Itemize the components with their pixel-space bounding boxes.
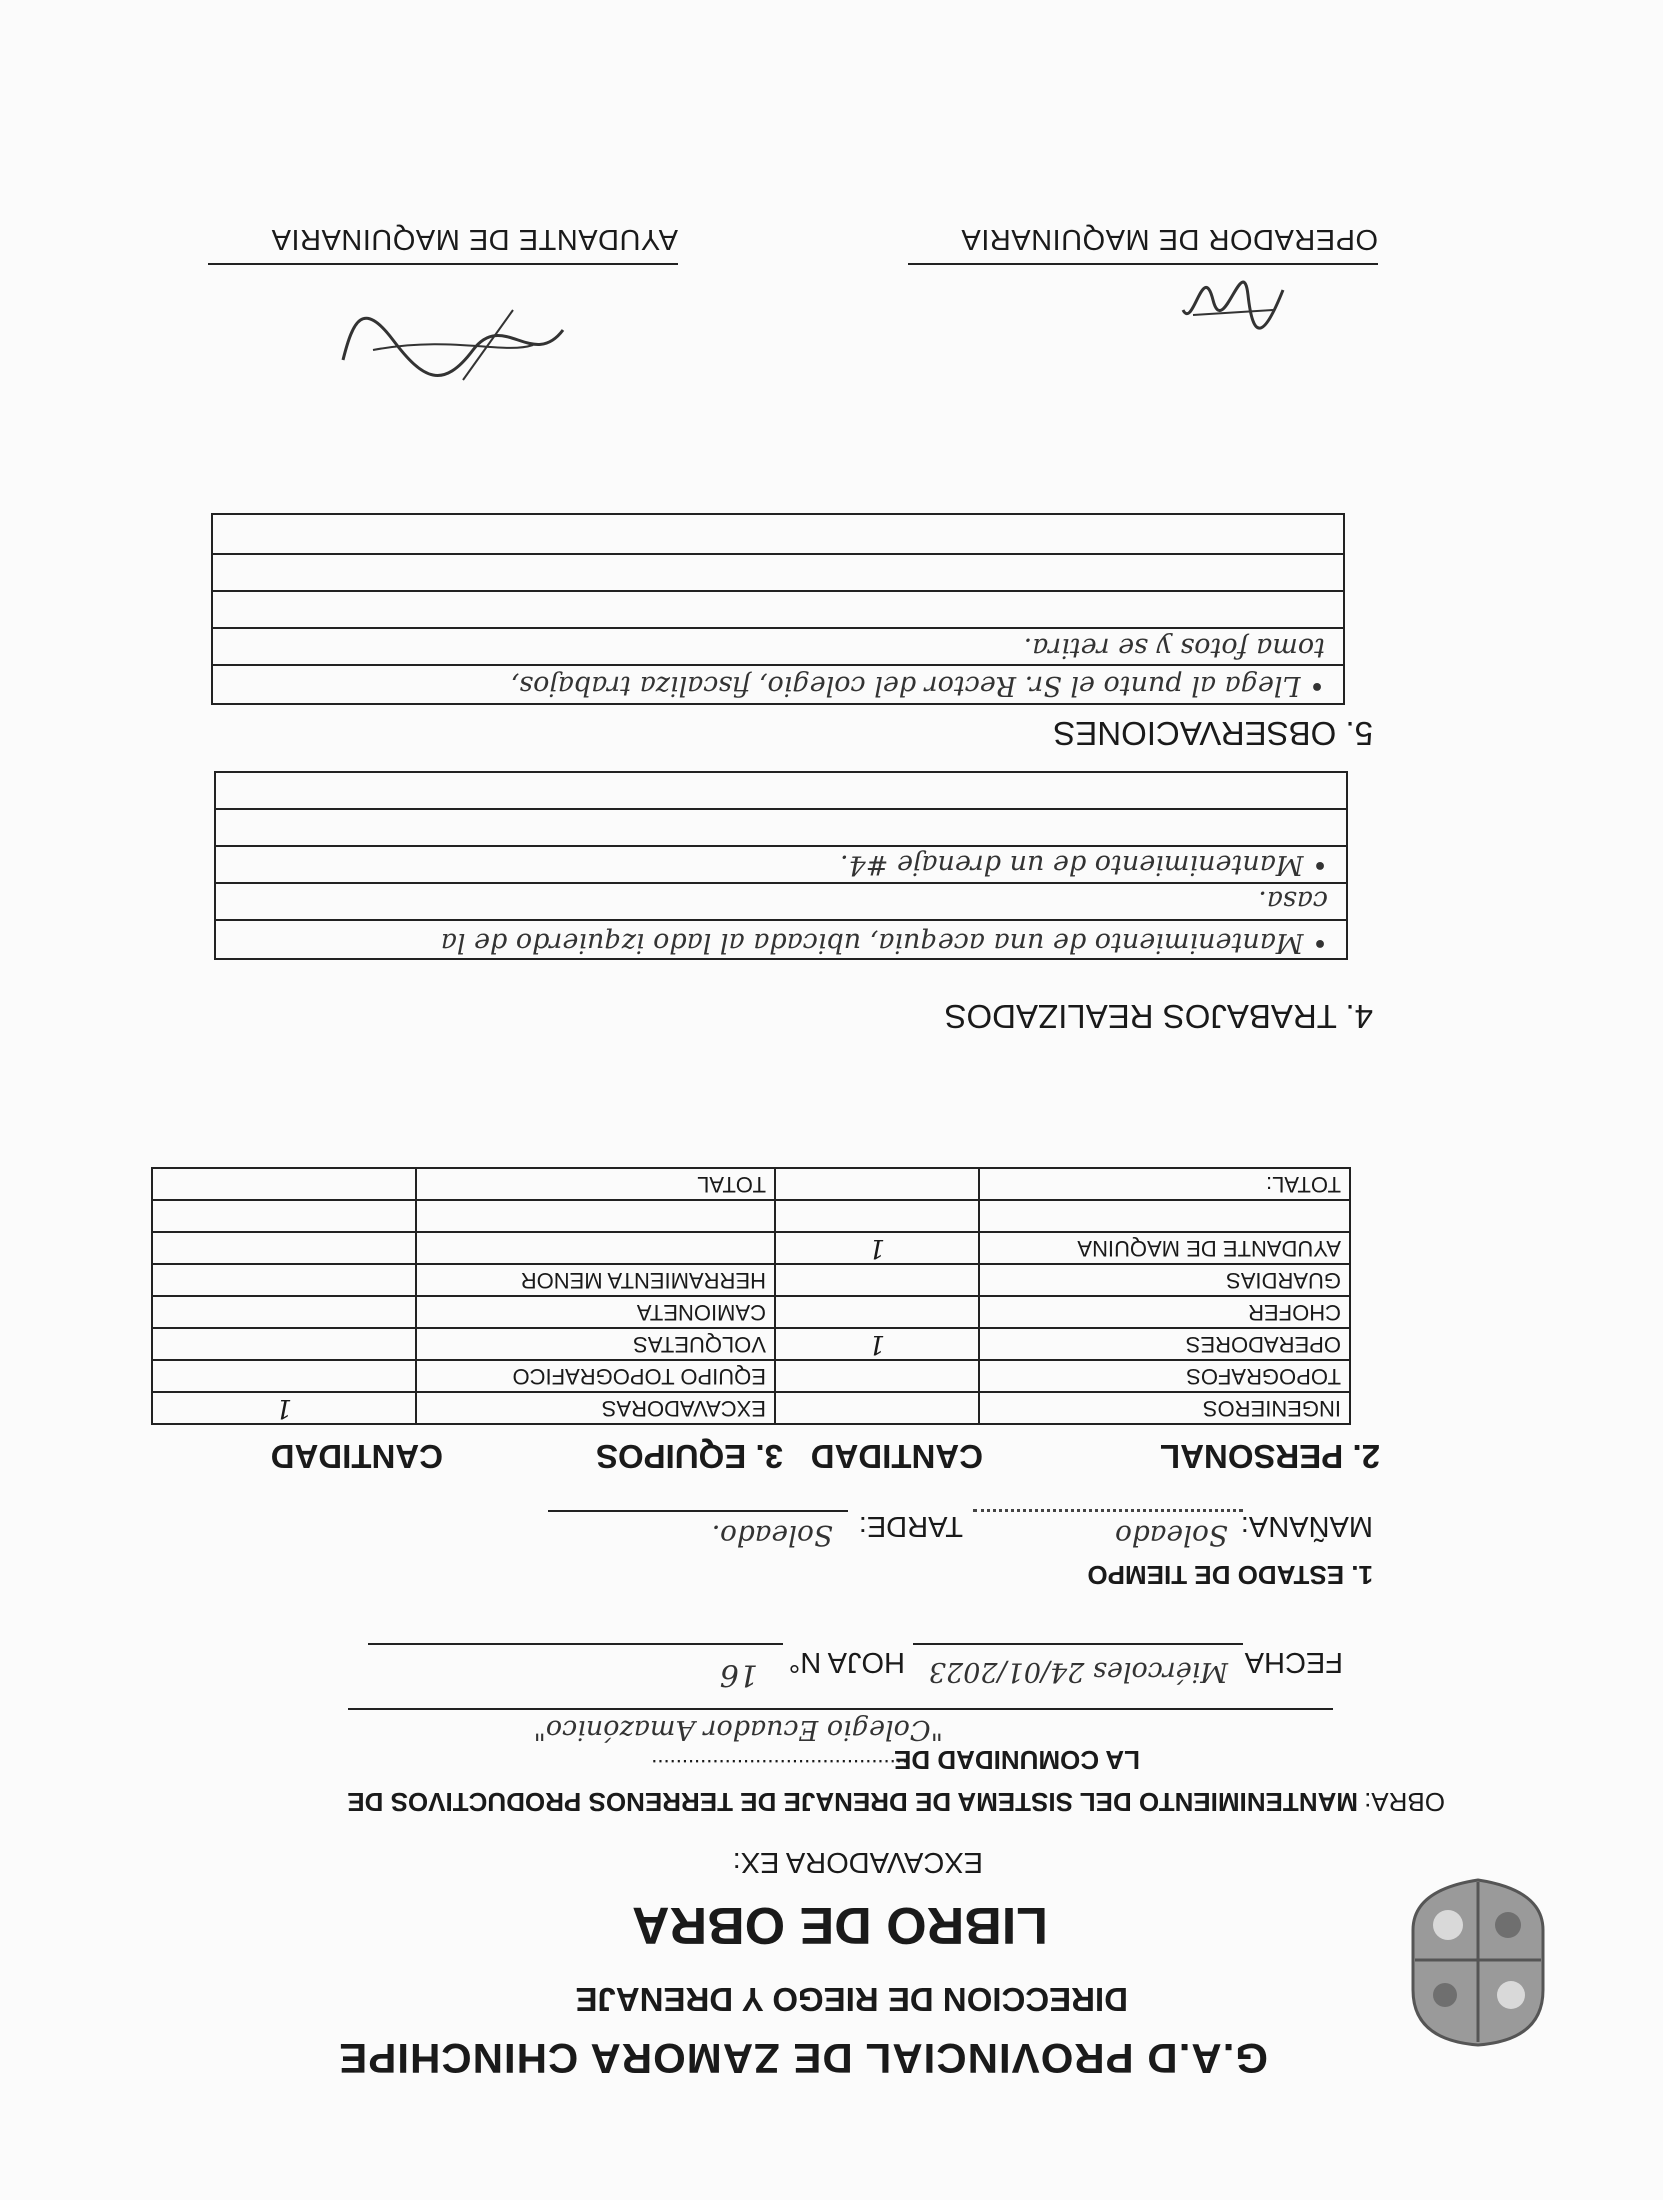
institution-title: G.A.D PROVINCIAL DE ZAMORA CHINCHIPE	[338, 2035, 1268, 2082]
tarde-value: Soleado.	[711, 1519, 833, 1552]
equipos-qty-cell	[152, 1168, 416, 1200]
direction-title: DIRECCION DE RIEGO Y DRENAJE	[575, 1981, 1128, 2018]
personal-qty-cell	[775, 1264, 979, 1296]
personal-qty-cell	[775, 1360, 979, 1392]
trabajos-title: 4. TRABAJOS REALIZADOS	[944, 998, 1373, 1035]
equipos-qty-cell	[152, 1296, 416, 1328]
community-line	[348, 1708, 1333, 1710]
trabajos-box	[214, 771, 1348, 960]
table-row	[152, 1264, 1350, 1296]
personal-qty-cell	[775, 1168, 979, 1200]
observaciones-line-1: • Llega al punto el Sr. Rector del colegio, fiscaliza trabajos,	[510, 670, 1325, 701]
hoja-value: 16	[719, 1657, 758, 1692]
personal-qty-cell	[775, 1392, 979, 1424]
equipos-qty-cell	[152, 1264, 416, 1296]
equipos-cantidad-label: CANTIDAD	[270, 1438, 443, 1475]
estado-tiempo-title: 1. ESTADO DE TIEMPO	[1087, 1560, 1373, 1590]
operador-label: OPERADOR DE MAQUINARIA	[960, 223, 1378, 255]
personal-equipos-table	[151, 1167, 1351, 1425]
community-dots: ..........................................	[651, 1755, 908, 1780]
fecha-label: FECHA	[1244, 1646, 1343, 1678]
personal-qty-cell	[775, 1200, 979, 1232]
community-label: LA COMUNIDAD DE	[893, 1745, 1140, 1775]
personal-label-cell: INGENIEROS	[979, 1392, 1350, 1424]
personal-label-cell: OPERADORES	[979, 1328, 1350, 1360]
community-handwritten: "Colegio Ecuador Amazónico"	[533, 1714, 943, 1745]
personal-label-cell: TOPOGRAFOS	[979, 1360, 1350, 1392]
equipos-title: 3. EQUIPOS	[595, 1438, 783, 1475]
equipos-qty-cell	[152, 1360, 416, 1392]
personal-label-cell: AYUDANTE DE MAQUINA	[979, 1232, 1350, 1264]
table-row	[152, 1200, 1350, 1232]
equipos-qty-cell	[152, 1328, 416, 1360]
equipos-qty-cell: 1	[152, 1392, 416, 1424]
equipos-label-cell: EQUIPO TOPOGRAFICO	[416, 1360, 775, 1392]
table-row	[152, 1232, 1350, 1264]
personal-label-cell: GUARDIAS	[979, 1264, 1350, 1296]
equipos-label-cell: EXCAVADORAS	[416, 1392, 775, 1424]
manana-label: MAÑANA:	[1240, 1510, 1373, 1542]
trabajos-line-1: • Mantenimiento de una acequia, ubicada al lado izquierdo de la	[440, 927, 1328, 958]
table-row	[152, 1296, 1350, 1328]
table-row	[152, 1360, 1350, 1392]
trabajos-line-2: casa.	[1258, 885, 1328, 916]
ayudante-signature-line	[208, 263, 678, 265]
observaciones-line-2: toma fotos y se retira.	[1023, 632, 1325, 663]
obra-label: OBRA:	[1364, 1787, 1445, 1817]
ayudante-label: AYUDANTE DE MAQUINARIA	[271, 223, 678, 255]
manana-value: Soleado	[1114, 1519, 1228, 1552]
obra-value: MANTENIMIENTO DEL SISTEMA DE DRENAJE DE TERRENOS PRODUCTIVOS DE	[347, 1787, 1358, 1817]
personal-title: 2. PERSONAL	[1159, 1438, 1380, 1475]
operador-signature-line	[908, 263, 1378, 265]
personal-label-cell: CHOFER	[979, 1296, 1350, 1328]
equipos-label-cell	[416, 1200, 775, 1232]
equipos-label-cell	[416, 1232, 775, 1264]
observaciones-title: 5. OBSERVACIONES	[1053, 715, 1373, 752]
operador-signature	[1173, 265, 1293, 350]
provincial-seal	[1403, 1875, 1553, 2050]
equipos-label-cell: CAMIONETA	[416, 1296, 775, 1328]
tarde-label: TARDE:	[858, 1510, 963, 1542]
table-row	[152, 1168, 1350, 1200]
manana-line	[973, 1509, 1243, 1512]
observaciones-box	[211, 513, 1345, 705]
personal-label-cell: TOTAL:	[979, 1168, 1350, 1200]
personal-label-cell	[979, 1200, 1350, 1232]
equipos-label-cell: TOTAL	[416, 1168, 775, 1200]
personal-qty-cell: 1	[775, 1328, 979, 1360]
equipos-label-cell: HERRAMIENTA MENOR	[416, 1264, 775, 1296]
equipos-label-cell: VOLQUETAS	[416, 1328, 775, 1360]
personal-cantidad-label: CANTIDAD	[810, 1438, 983, 1475]
hoja-label: HOJA N°	[788, 1646, 905, 1678]
equipos-qty-cell	[152, 1232, 416, 1264]
equipos-qty-cell	[152, 1200, 416, 1232]
table-row	[152, 1392, 1350, 1424]
machine-label: EXCAVADORA EX:	[732, 1846, 983, 1878]
trabajos-line-3: • Mantenimiento de un drenaje #4.	[840, 849, 1328, 880]
tarde-line	[548, 1510, 848, 1512]
fecha-line	[913, 1643, 1243, 1645]
personal-qty-cell	[775, 1296, 979, 1328]
ayudante-signature	[333, 285, 573, 400]
hoja-line	[368, 1643, 783, 1645]
book-title: LIBRO DE OBRA	[632, 1896, 1048, 1954]
personal-qty-cell: 1	[775, 1232, 979, 1264]
table-row	[152, 1328, 1350, 1360]
fecha-value: Miércoles 24/01/2023	[928, 1656, 1228, 1687]
